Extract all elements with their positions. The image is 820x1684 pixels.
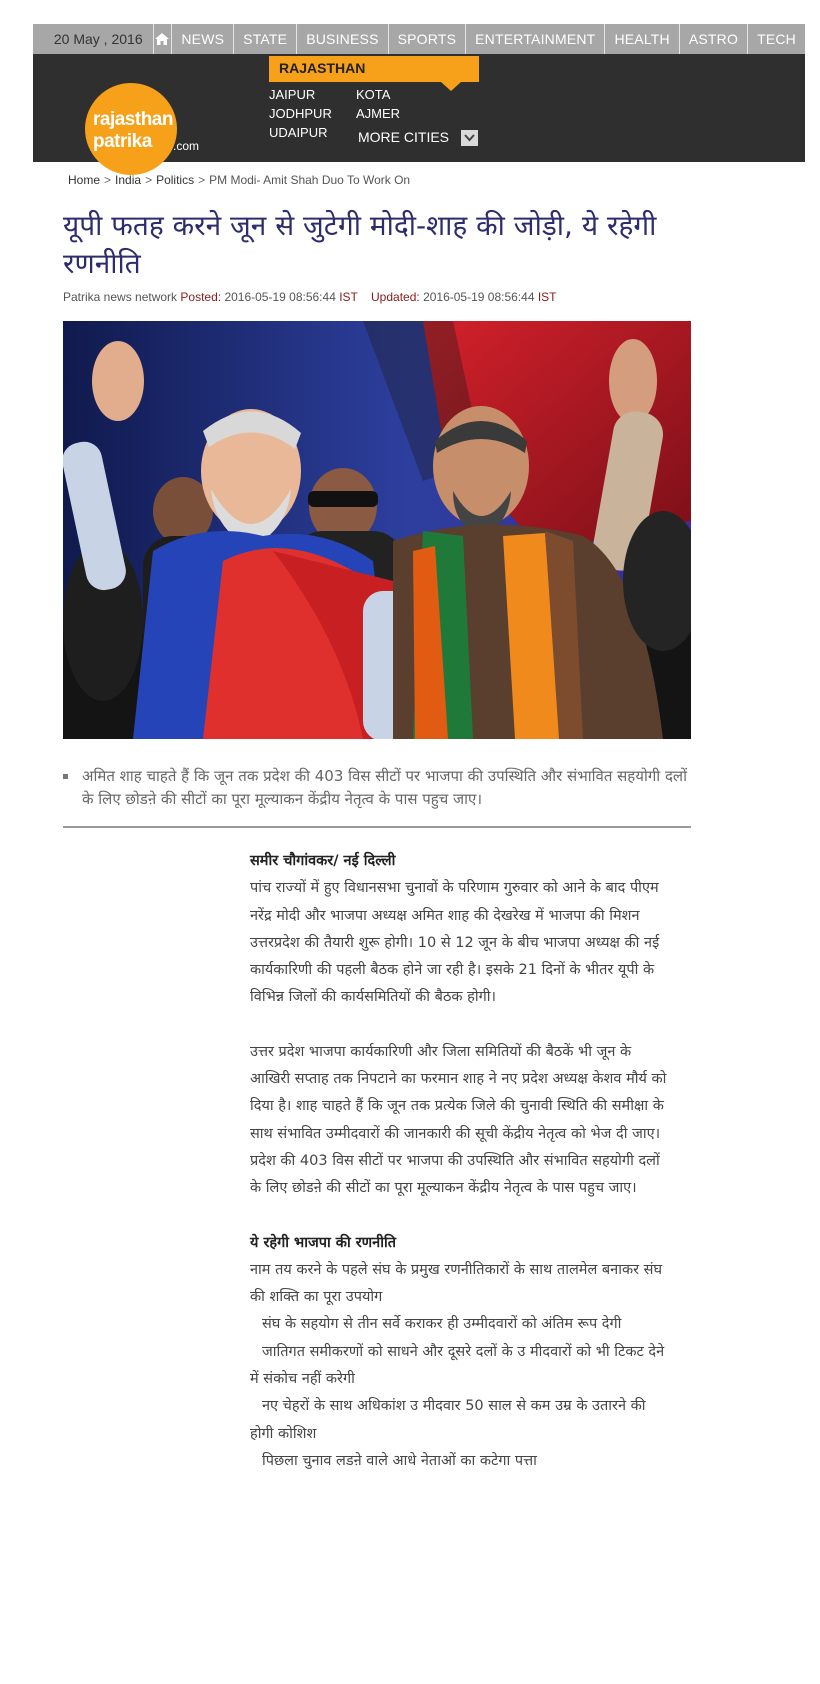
nav-entertainment[interactable]: ENTERTAINMENT [466,24,605,54]
divider [63,826,691,828]
nav-tech[interactable]: TECH [757,31,796,47]
current-date: 20 May , 2016 [53,31,143,47]
breadcrumb-india[interactable]: India [115,173,142,187]
article-meta [63,290,557,304]
article-highlight: अमित शाह चाहते हैं कि जून तक प्रदेश की 403 विस सीटों पर भाजपा की उपस्थिति और संभावित सहयोगी दलों के लिए छोडऩे की सीटों का पूरा मूल्याकन केंद्रीय नेतृत्व के पास पहुच जाए। [78,765,698,811]
nav-business[interactable]: BUSINESS [297,24,388,54]
article-source: Patrika news network [63,290,178,304]
more-cities-dropdown-button[interactable] [461,130,478,146]
site-header [33,54,805,162]
logo-text-line2: patrika [93,131,152,152]
state-pointer-icon [441,82,461,91]
article-paragraph: उत्तर प्रदेश भाजपा कार्यकारिणी और जिला समितियों की बैठकें भी जून के आखिरी सप्ताह तक निपटाने का फरमान शाह ने नए प्रदेश अध्यक्ष केशव मौर्य को दिया है। शाह चाहते हैं कि जून तक प्रत्येक जिले की चुनावी स्थिति की समीक्षा के साथ संभावित उम्मीदवारों की जानकारी की सूची केंद्रीय नेतृत्व को भेज दी जाए। प्रदेश की 403 विस सीटों पर भाजपा की उपस्थिति और संभावित सहयोगी दलों के लिए छोडऩे की सीटों का पूरा मूल्याकन केंद्रीय नेतृत्व के पास पहुच जाए। [250,1043,667,1197]
breadcrumb-current: PM Modi- Amit Shah Duo To Work On [209,173,411,187]
posted-tz: IST [339,290,358,304]
section-nav [172,24,805,54]
breadcrumb-separator-icon: > [198,173,206,187]
breadcrumb-home[interactable]: Home [68,173,101,187]
strategy-heading: ये रहेगी भाजपा की रणनीति [250,1234,396,1251]
updated-time: 2016-05-19 08:56:44 [423,290,535,304]
home-icon [155,33,169,45]
top-nav-bar [33,24,805,54]
strategy-item: संघ के सहयोग से तीन सर्वे कराकर ही उम्मीदवारों को अंतिम रूप देगी [262,1316,622,1333]
state-label: RAJASTHAN [279,60,366,76]
breadcrumb-separator-icon: > [104,173,112,187]
nav-sports[interactable]: SPORTS [389,24,467,54]
nav-news[interactable]: NEWS [172,24,234,54]
nav-health[interactable]: HEALTH [605,24,679,54]
breadcrumb-separator-icon: > [145,173,153,187]
home-button[interactable] [153,24,173,54]
nav-astro[interactable]: ASTRO [680,24,748,54]
logo-text-suffix: .com [173,139,200,153]
city-link-udaipur[interactable]: UDAIPUR [269,125,328,140]
chevron-down-icon [464,134,475,142]
strategy-item: पिछला चुनाव लडऩे वाले आधे नेताओं का कटेगा पत्ता [262,1452,537,1469]
article-highlight-list [78,765,698,811]
article-byline: समीर चौगांवकर/ नई दिल्ली [250,853,396,869]
article-title: यूपी फतह करने जून से जुटेगी मोदी-शाह की जोड़ी, ये रहेगी रणनीति [63,209,657,280]
city-link-kota[interactable]: KOTA [356,87,391,102]
nav-state[interactable]: STATE [234,24,297,54]
strategy-item: नए चेहरों के साथ अधिकांश उ मीदवार 50 साल से कम उम्र के उतारने की होगी कोशिश [250,1398,646,1442]
logo-text-line1: rajasthan [93,109,173,130]
strategy-item: नाम तय करने के पहले संघ के प्रमुख रणनीतिकारों के साथ तालमेल बनाकर संघ की शक्ति का पूरा उपयोग [250,1261,663,1306]
posted-time: 2016-05-19 08:56:44 [224,290,336,304]
paragraph-gap [250,1012,670,1039]
posted-label: Posted: [180,290,222,304]
city-link-ajmer[interactable]: AJMER [356,106,401,121]
strategy-item: जातिगत समीकरणों को साधने और दूसरे दलों के उ मीदवारों को भी टिकट देने में संकोच नहीं करेगी [250,1343,665,1388]
paragraph-gap [250,1203,670,1230]
article-photo-illustration [63,321,691,739]
updated-label: Updated: [371,290,420,304]
updated-tz: IST [537,290,557,304]
breadcrumb-politics[interactable]: Politics [156,173,195,187]
article-body [250,848,670,1475]
city-link-jodhpur[interactable]: JODHPUR [269,106,332,121]
city-link-jaipur[interactable]: JAIPUR [269,87,316,102]
state-selector[interactable] [269,56,479,82]
more-cities-link[interactable]: MORE CITIES [358,129,450,145]
article-photo [63,321,691,739]
breadcrumb [68,173,410,187]
article-paragraph: पांच राज्यों में हुए विधानसभा चुनावों के परिणाम गुरुवार को आने के बाद पीएम नरेंद्र मोदी और भाजपा अध्यक्ष अमित शाह की देखरेख में भाजपा की मिशन उत्तरप्रदेश की तैयारी शुरू होगी। 10 से 12 जून के बीच भाजपा अध्यक्ष की नई कार्यकारिणी की पहली बैठक होने जा रही है। इसके 21 दिनों के भीतर यूपी के विभिन्न जिलों की कार्यसमितियों की बैठक होगी। [250,880,660,1006]
site-logo[interactable] [85,83,200,175]
